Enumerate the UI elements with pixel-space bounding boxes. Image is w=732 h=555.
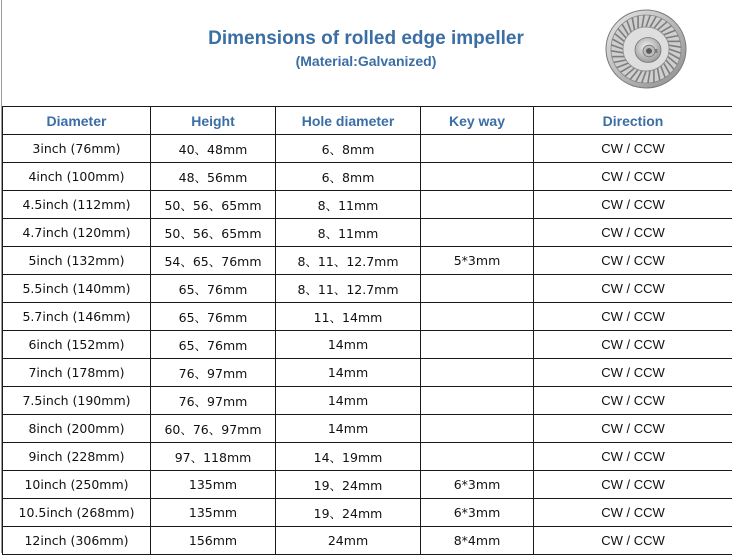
- column-header-diameter: Diameter: [3, 107, 151, 135]
- table-row: [3, 471, 732, 499]
- cell-direction: CW / CCW: [534, 191, 732, 219]
- cell-hole-diameter: 14mm: [276, 415, 421, 443]
- cell-hole-diameter: 8、11mm: [276, 219, 421, 247]
- cell-height: 48、56mm: [151, 163, 276, 191]
- cell-key-way: [421, 135, 534, 163]
- column-header-direction: Direction: [534, 107, 732, 135]
- cell-direction: CW / CCW: [534, 471, 732, 499]
- table-row: [3, 387, 732, 415]
- cell-key-way: [421, 415, 534, 443]
- impeller-photo: [604, 8, 688, 90]
- cell-key-way: [421, 303, 534, 331]
- cell-diameter: 7inch (178mm): [3, 359, 151, 387]
- cell-height: 97、118mm: [151, 443, 276, 471]
- cell-hole-diameter: 19、24mm: [276, 499, 421, 527]
- cell-diameter: 4inch (100mm): [3, 163, 151, 191]
- table-row: [3, 443, 732, 471]
- cell-height: 60、76、97mm: [151, 415, 276, 443]
- page-subtitle: (Material:Galvanized): [0, 52, 732, 70]
- cell-direction: CW / CCW: [534, 331, 732, 359]
- cell-hole-diameter: 11、14mm: [276, 303, 421, 331]
- cell-hole-diameter: 6、8mm: [276, 135, 421, 163]
- cell-key-way: [421, 219, 534, 247]
- cell-direction: CW / CCW: [534, 387, 732, 415]
- cell-height: 50、56、65mm: [151, 191, 276, 219]
- table-row: [3, 135, 732, 163]
- cell-diameter: 12inch (306mm): [3, 527, 151, 555]
- cell-key-way: [421, 359, 534, 387]
- cell-hole-diameter: 14mm: [276, 359, 421, 387]
- cell-hole-diameter: 6、8mm: [276, 163, 421, 191]
- cell-hole-diameter: 24mm: [276, 527, 421, 555]
- cell-direction: CW / CCW: [534, 527, 732, 555]
- cell-key-way: 5*3mm: [421, 247, 534, 275]
- cell-direction: CW / CCW: [534, 247, 732, 275]
- cell-diameter: 10.5inch (268mm): [3, 499, 151, 527]
- cell-diameter: 5inch (132mm): [3, 247, 151, 275]
- cell-direction: CW / CCW: [534, 499, 732, 527]
- cell-key-way: [421, 331, 534, 359]
- cell-direction: CW / CCW: [534, 303, 732, 331]
- table-row: [3, 415, 732, 443]
- column-header-height: Height: [151, 107, 276, 135]
- cell-height: 50、56、65mm: [151, 219, 276, 247]
- cell-direction: CW / CCW: [534, 275, 732, 303]
- dimensions-table: [2, 106, 732, 555]
- cell-hole-diameter: 19、24mm: [276, 471, 421, 499]
- table-row: [3, 191, 732, 219]
- table-row: [3, 275, 732, 303]
- table-row: [3, 331, 732, 359]
- cell-direction: CW / CCW: [534, 135, 732, 163]
- page-title-text: Dimensions of rolled edge impeller: [208, 28, 524, 49]
- cell-key-way: 6*3mm: [421, 499, 534, 527]
- cell-diameter: 4.7inch (120mm): [3, 219, 151, 247]
- table-row: [3, 359, 732, 387]
- cell-hole-diameter: 8、11、12.7mm: [276, 275, 421, 303]
- cell-hole-diameter: 8、11、12.7mm: [276, 247, 421, 275]
- cell-height: 156mm: [151, 527, 276, 555]
- cell-height: 54、65、76mm: [151, 247, 276, 275]
- cell-height: 65、76mm: [151, 275, 276, 303]
- cell-height: 40、48mm: [151, 135, 276, 163]
- cell-height: 76、97mm: [151, 359, 276, 387]
- column-header-key-way: Key way: [421, 107, 534, 135]
- cell-key-way: [421, 163, 534, 191]
- cell-diameter: 3inch (76mm): [3, 135, 151, 163]
- cell-diameter: 4.5inch (112mm): [3, 191, 151, 219]
- cell-diameter: 5.7inch (146mm): [3, 303, 151, 331]
- cell-hole-diameter: 14mm: [276, 331, 421, 359]
- table-row: [3, 303, 732, 331]
- table-row: [3, 219, 732, 247]
- cell-key-way: [421, 275, 534, 303]
- cell-diameter: 10inch (250mm): [3, 471, 151, 499]
- table-header-row: [3, 107, 732, 135]
- table-row: [3, 499, 732, 527]
- cell-height: 135mm: [151, 499, 276, 527]
- table-row: [3, 527, 732, 555]
- cell-diameter: 9inch (228mm): [3, 443, 151, 471]
- column-header-hole-diameter: Hole diameter: [276, 107, 421, 135]
- cell-diameter: 7.5inch (190mm): [3, 387, 151, 415]
- cell-direction: CW / CCW: [534, 415, 732, 443]
- cell-hole-diameter: 14mm: [276, 387, 421, 415]
- cell-height: 65、76mm: [151, 303, 276, 331]
- header: [0, 0, 732, 106]
- table-row: [3, 247, 732, 275]
- cell-height: 76、97mm: [151, 387, 276, 415]
- cell-direction: CW / CCW: [534, 219, 732, 247]
- cell-hole-diameter: 8、11mm: [276, 191, 421, 219]
- cell-direction: CW / CCW: [534, 163, 732, 191]
- cell-key-way: [421, 387, 534, 415]
- cell-hole-diameter: 14、19mm: [276, 443, 421, 471]
- cell-key-way: [421, 191, 534, 219]
- cell-height: 65、76mm: [151, 331, 276, 359]
- cell-direction: CW / CCW: [534, 443, 732, 471]
- cell-key-way: 8*4mm: [421, 527, 534, 555]
- cell-diameter: 8inch (200mm): [3, 415, 151, 443]
- table-row: [3, 163, 732, 191]
- cell-key-way: [421, 443, 534, 471]
- cell-diameter: 6inch (152mm): [3, 331, 151, 359]
- cell-direction: CW / CCW: [534, 359, 732, 387]
- cell-height: 135mm: [151, 471, 276, 499]
- cell-key-way: 6*3mm: [421, 471, 534, 499]
- cell-diameter: 5.5inch (140mm): [3, 275, 151, 303]
